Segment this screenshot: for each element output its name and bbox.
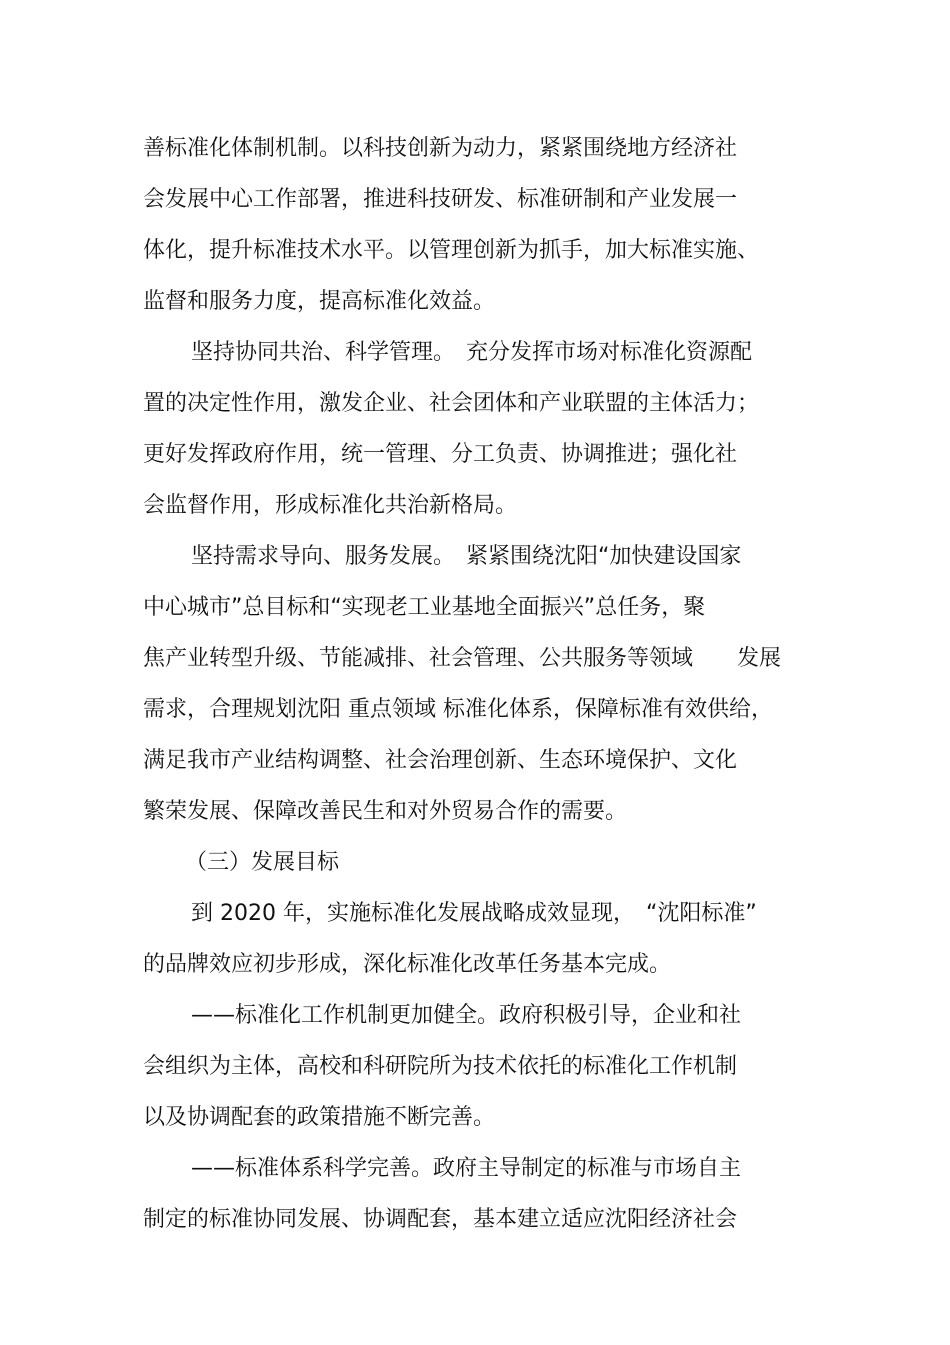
text-line-20: 以及协调配套的政策措施不断完善。	[143, 1105, 496, 1130]
section-heading: （三）发展目标	[185, 850, 340, 875]
text-line-19: 会组织为主体，高校和科研院所为技术依托的标准化工作机制	[143, 1054, 738, 1079]
text-line-3: 体化，提升标准技术水平。以管理创新为抓手，加大标准实施、	[143, 238, 760, 263]
text-line-12: 需求，合理规划沈阳 重点领域 标准化体系，保障标准有效供给，	[143, 697, 773, 722]
text-line-7: 更好发挥政府作用，统一管理、分工负责、协调推进；强化社	[143, 442, 738, 467]
text-line-9: 坚持需求导向、服务发展。 紧紧围绕沈阳“加快建设国家	[191, 544, 742, 569]
text-line-11: 焦产业转型升级、节能减排、社会管理、公共服务等领域 发展	[143, 646, 782, 671]
text-line-14: 繁荣发展、保障改善民生和对外贸易合作的需要。	[143, 799, 628, 824]
text-line-1: 善标准化体制机制。以科技创新为动力，紧紧围绕地方经济社	[143, 136, 738, 161]
text-line-22: 制定的标准协同发展、协调配套，基本建立适应沈阳经济社会	[143, 1207, 738, 1232]
text-line-13: 满足我市产业结构调整、社会治理创新、生态环境保护、文化	[143, 748, 738, 773]
text-line-10: 中心城市”总目标和“实现老工业基地全面振兴”总任务，聚	[143, 595, 706, 620]
text-line-17: 的品牌效应初步形成，深化标准化改革任务基本完成。	[143, 952, 672, 977]
text-line-18: ——标准化工作机制更加健全。政府积极引导，企业和社	[191, 1003, 742, 1028]
text-line-4: 监督和服务力度，提高标准化效益。	[143, 289, 496, 314]
text-line-16: 到 2020 年，实施标准化发展战略成效显现， “沈阳标准”	[191, 901, 757, 926]
text-line-21: ——标准体系科学完善。政府主导制定的标准与市场自主	[191, 1156, 742, 1181]
text-line-5: 坚持协同共治、科学管理。 充分发挥市场对标准化资源配	[191, 340, 753, 365]
text-line-6: 置的决定性作用，激发企业、社会团体和产业联盟的主体活力；	[143, 391, 760, 416]
text-line-8: 会监督作用，形成标准化共治新格局。	[143, 493, 518, 518]
text-line-2: 会发展中心工作部署，推进科技研发、标准研制和产业发展一	[143, 187, 738, 212]
